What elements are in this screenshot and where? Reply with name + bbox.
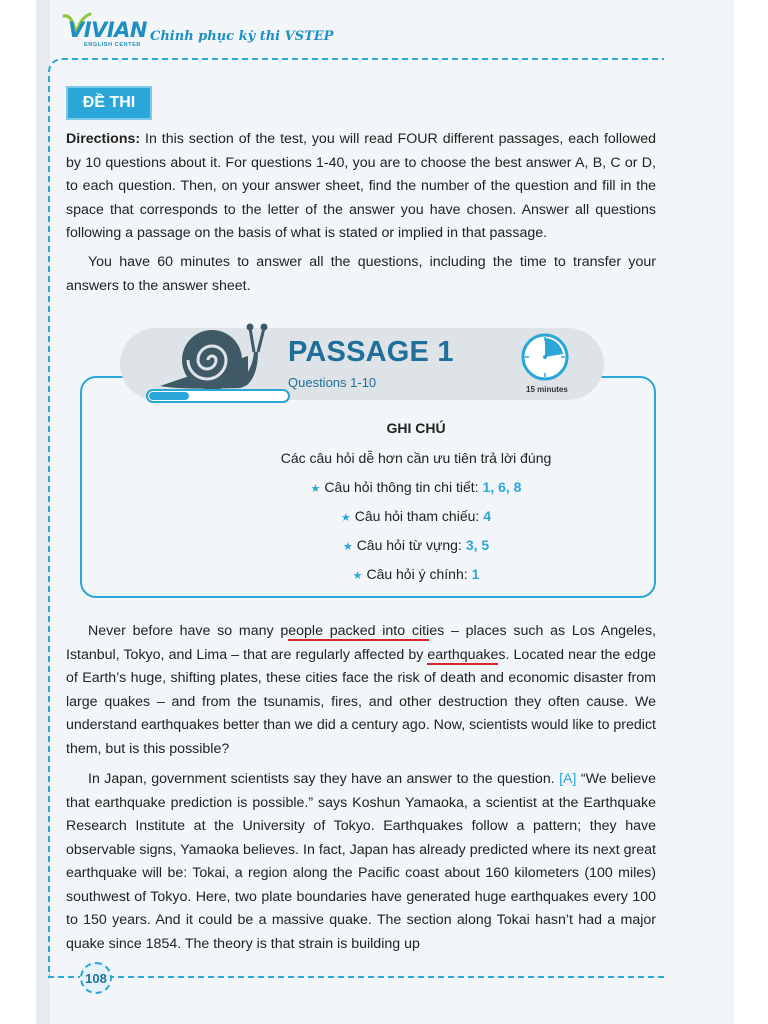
note-numbers: 4 [483,508,492,524]
clock-icon [520,332,570,382]
passage-questions: Questions 1-10 [288,375,377,390]
header-title: Chinh phục kỳ thi VSTEP [150,29,334,44]
notes-title: GHI CHÚ [386,420,446,436]
passage-paragraph-2 [66,768,656,956]
note-item-detail [0,479,768,495]
progress-bar-icon [146,389,292,403]
note-numbers: 1 [471,566,480,582]
star-icon: ★ [352,570,363,582]
star-icon: ★ [310,483,321,495]
para-text: es – places such as Los Angeles, Istanbul, Tokyo, and Lima – that are regularly affected by [66,623,656,663]
para-text: In Japan, government scientists say they have an answer to the question. [88,771,560,787]
note-label: Câu hỏi tham chiếu: [354,508,480,524]
passage-title: PASSAGE 1 [288,336,454,368]
star-icon: ★ [342,541,353,553]
note-numbers: 1, 6, 8 [482,479,522,495]
directions-text: In this section of the test, you will read FOUR different passages, each followed by 10 questions about it. For questions 1-40, you are to choose the best answer A, B, C or D, to each question. Then, on your answer sheet, find the number of the question and fill in the space that corresponds to the letter of the answer you have chosen. Answer all questions following a passage on the basis of what is stated or implied in that passage. [66,131,656,241]
passage-paragraph-1 [66,620,656,761]
para-text: “We believe that earthquake prediction is possible.” says Koshun Yamaoka, a scientist at the Earthquake Research Institute at the University of Tokyo. Earthquakes follow a pattern; they have observable signs, Yamaoka believes. In fact, Japan has already predicted where its next great earthquake will be: Tokai, a region along the Pacific coast about 160 kilometers (100 miles) southwest of Tokyo. Here, two plate boundaries have generated huge earthquakes every 100 to 150 years. And it could be a massive quake. The section along Tokai hasn’t had a major quake since 1854. The theory is that strain is building up [66,771,656,952]
notes-lead: Các câu hỏi dễ hơn cần ưu tiên trả lời đúng [280,450,552,466]
brand-subtitle: ENGLISH CENTER [84,42,141,48]
note-item-reference [0,508,768,524]
note-item-vocabulary [0,537,768,553]
insertion-marker: [A] [559,771,577,787]
para-text: s. Located near the edge of Earth’s huge, shifting plates, these cities face the risk of death and economic disaster from large quakes – and from the tsunamis, fires, and other destruction they often cause. We understand earthquakes better than we did a century ago. Now, scientists would like to predict them, but is this possible? [66,646,656,757]
directions-label: Directions: [66,131,141,147]
brand-logo [62,10,162,50]
underlined-word: earthquake [427,646,499,663]
time-note: You have 60 minutes to answer all the questions, including the time to transfer your answers to the answer sheet. [66,254,656,294]
para-text: Never before have so many p [88,623,289,639]
note-numbers: 3, 5 [465,537,490,553]
brand-wordmark: VIVIAN [68,18,147,42]
page-number: 108 [80,962,112,994]
section-badge: ĐỀ THI [66,86,152,120]
note-label: Câu hỏi thông tin chi tiết: [324,479,479,495]
note-label: Câu hỏi ý chính: [366,566,468,582]
note-label: Câu hỏi từ vựng: [356,537,462,553]
note-item-main-idea [0,566,768,582]
star-icon: ★ [340,512,351,524]
directions [66,128,656,246]
timer-label: 15 minutes [526,385,568,394]
snail-icon [150,316,290,396]
underlined-phrase: eople packed into citi [288,623,430,639]
